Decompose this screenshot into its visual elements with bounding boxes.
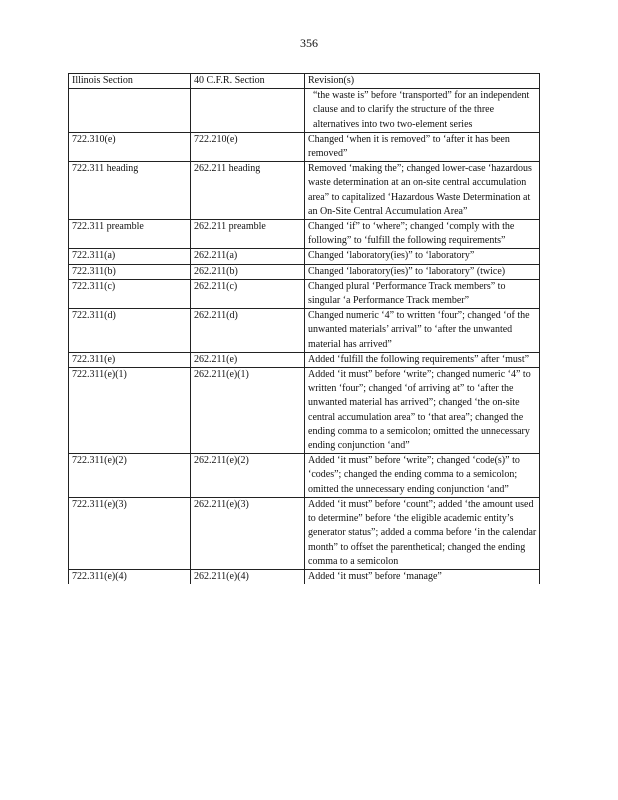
- revision-cell: Changed ‘laboratory(ies)” to ‘laboratory”: [305, 249, 540, 264]
- cfr-section-cell: 262.211(e)(2): [191, 454, 305, 498]
- cfr-section-cell: 262.211 preamble: [191, 220, 305, 249]
- cfr-section-cell: [191, 89, 305, 133]
- revision-cell: Added ‘it must” before ‘write”; changed numeric ‘4” to written ‘four”; changed ‘of arriving at” to ‘after the unwanted material has arrived”; changed ‘the on-site central accumulation area” to ‘that area”; changed the ending comma to a semicolon; omitted the unnecessary ending conjunction ‘and”: [305, 368, 540, 454]
- header-revisions: Revision(s): [305, 74, 540, 89]
- table-row: [69, 352, 540, 367]
- cfr-section-cell: 262.211(b): [191, 264, 305, 279]
- revision-cell: Changed ‘when it is removed” to ‘after it has been removed”: [305, 132, 540, 161]
- cfr-section-cell: 262.211(e)(4): [191, 569, 305, 584]
- illinois-section-cell: 722.311(a): [69, 249, 191, 264]
- illinois-section-cell: [69, 89, 191, 133]
- illinois-section-cell: 722.311(e)(3): [69, 497, 191, 569]
- illinois-section-cell: 722.311(e): [69, 352, 191, 367]
- table-row: [69, 569, 540, 584]
- revisions-table: [68, 73, 540, 584]
- revision-cell: Added ‘it must” before ‘manage”: [305, 569, 540, 584]
- illinois-section-cell: 722.311(d): [69, 309, 191, 353]
- table-row: [69, 89, 540, 133]
- table-row: [69, 497, 540, 569]
- cfr-section-cell: 262.211(c): [191, 279, 305, 308]
- cfr-section-cell: 262.211(e)(3): [191, 497, 305, 569]
- revision-cell: Changed plural ‘Performance Track members” to singular ‘a Performance Track member”: [305, 279, 540, 308]
- revision-cell: Changed numeric ‘4” to written ‘four”; changed ‘of the unwanted materials’ arrival” to ‘after the unwanted material has arrived”: [305, 309, 540, 353]
- table-row: [69, 220, 540, 249]
- page-number: 356: [300, 36, 318, 50]
- cfr-section-cell: 262.211 heading: [191, 162, 305, 220]
- revision-cell: Changed ‘if” to ‘where”; changed ‘comply with the following” to ‘fulfill the following requirements”: [305, 220, 540, 249]
- table-row: [69, 162, 540, 220]
- illinois-section-cell: 722.311(e)(1): [69, 368, 191, 454]
- cfr-section-cell: 262.211(e): [191, 352, 305, 367]
- header-illinois-section: Illinois Section: [69, 74, 191, 89]
- table-row: [69, 249, 540, 264]
- revision-cell: Added ‘fulfill the following requirements” after ‘must”: [305, 352, 540, 367]
- illinois-section-cell: 722.310(e): [69, 132, 191, 161]
- cfr-section-cell: 262.211(a): [191, 249, 305, 264]
- cfr-section-cell: 262.211(e)(1): [191, 368, 305, 454]
- illinois-section-cell: 722.311 preamble: [69, 220, 191, 249]
- revision-cell: Changed ‘laboratory(ies)” to ‘laboratory” (twice): [305, 264, 540, 279]
- table-row: [69, 264, 540, 279]
- table-header-row: [69, 74, 540, 89]
- header-cfr-section: 40 C.F.R. Section: [191, 74, 305, 89]
- table-row: [69, 279, 540, 308]
- illinois-section-cell: 722.311 heading: [69, 162, 191, 220]
- table-row: [69, 368, 540, 454]
- table-row: [69, 454, 540, 498]
- illinois-section-cell: 722.311(c): [69, 279, 191, 308]
- cfr-section-cell: 722.210(e): [191, 132, 305, 161]
- revision-cell: “the waste is” before ‘transported” for an independent clause and to clarify the structure of the three alternatives into two two-element series: [305, 89, 540, 133]
- revision-cell: Removed ‘making the”; changed lower-case ‘hazardous waste determination at an on-site central accumulation area” to capitalized ‘Hazardous Waste Determination at an On-Site Central Accumulation Area”: [305, 162, 540, 220]
- cfr-section-cell: 262.211(d): [191, 309, 305, 353]
- revision-cell: Added ‘it must” before ‘write”; changed ‘code(s)” to ‘codes”; changed the ending comma to a semicolon; omitted the unnecessary ending conjunction ‘and”: [305, 454, 540, 498]
- table-row: [69, 132, 540, 161]
- table-row: [69, 309, 540, 353]
- illinois-section-cell: 722.311(b): [69, 264, 191, 279]
- revision-cell: Added ‘it must” before ‘count”; added ‘the amount used to determine” before ‘the eligible academic entity’s generator status”; added a comma before ‘in the calendar month” to offset the parenthetical; changed the ending comma to a semicolon: [305, 497, 540, 569]
- illinois-section-cell: 722.311(e)(4): [69, 569, 191, 584]
- illinois-section-cell: 722.311(e)(2): [69, 454, 191, 498]
